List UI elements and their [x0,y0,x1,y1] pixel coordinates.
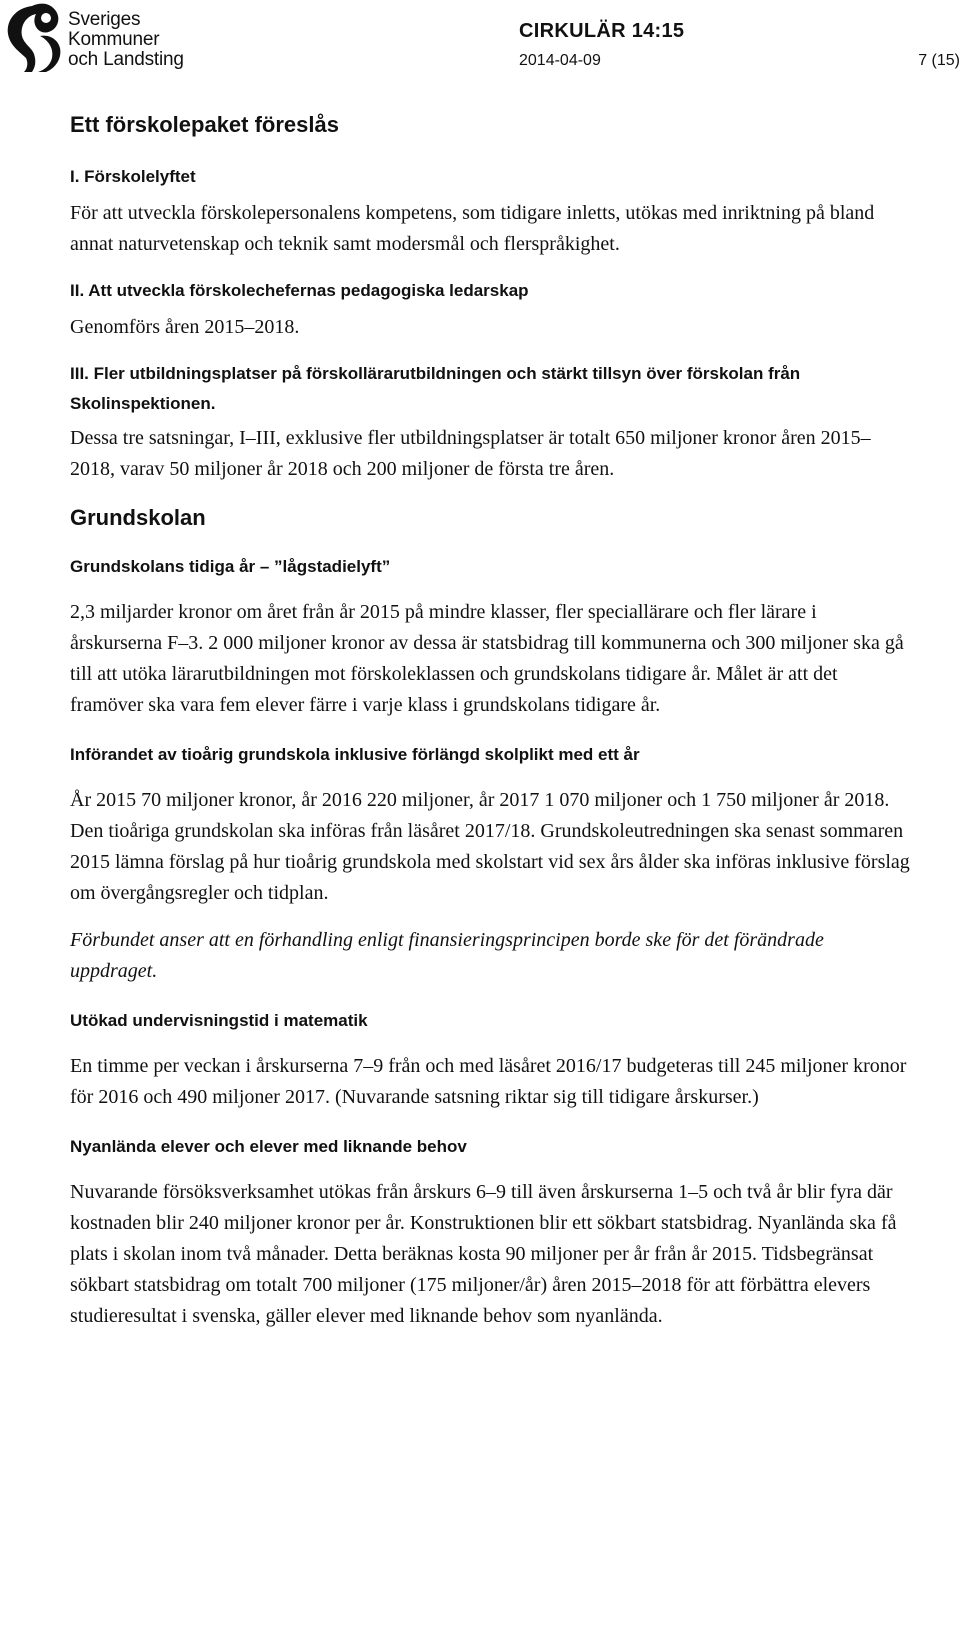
document-body [70,112,910,1348]
heading-matematik: Utökad undervisningstid i matematik [70,1011,368,1030]
org-name-line-3: och Landsting [68,49,184,70]
document-title: CIRKULÄR 14:15 [519,20,685,42]
paragraph-lagstadielyft: 2,3 miljarder kronor om året från år 2015 på mindre klasser, fler speciallärare och fler lärare i årskurserna F–3. 2 000 miljoner kronor av dessa är statsbidrag till kommunerna och 300 miljoner ska gå till att utöka lärarutbildningen mot förskoleklassen och grundskolans tidigare år. Målet är att det framöver ska vara fem elever färre i varje klass i grundskolans tidigare år. [70,601,904,716]
heading-tioarig-grundskola: Införandet av tioårig grundskola inklusive förlängd skolplikt med ett år [70,745,640,764]
paragraph-forskolelyftet: För att utveckla förskolepersonalens kompetens, som tidigare inletts, utökas med inriktning på bland annat naturvetenskap och teknik samt modersmål och flerspråkighet. [70,202,875,255]
paragraph-forbundet-anser: Förbundet anser att en förhandling enligt finansieringsprincipen borde ske för det förändrade uppdraget. [70,929,824,982]
org-name-line-2: Kommuner [68,29,160,50]
heading-forskolelyftet: I. Förskolelyftet [70,167,196,186]
heading-lagstadielyft: Grundskolans tidiga år – ”lågstadielyft” [70,557,391,576]
paragraph-satsningar: Dessa tre satsningar, I–III, exklusive fler utbildningsplatser är totalt 650 miljoner kronor åren 2015–2018, varav 50 miljoner år 2018 och 200 miljoner de första tre åren. [70,427,871,480]
page-number: 7 (15) [918,52,960,69]
heading-ledarskap: II. Att utveckla förskolechefernas pedagogiska ledarskap [70,281,529,300]
org-name-line-1: Sveriges [68,9,141,30]
skl-emblem-icon [2,2,64,74]
heading-grundskolan: Grundskolan [70,505,206,530]
heading-utbildningsplatser: III. Fler utbildningsplatser på förskollärarutbildningen och stärkt tillsyn över förskolan från Skolinspektionen. [70,364,801,413]
section-title: Ett förskolepaket föreslås [70,112,339,137]
paragraph-matematik: En timme per veckan i årskurserna 7–9 från och med läsåret 2016/17 budgeteras till 245 miljoner kronor för 2016 och 490 miljoner 2017. (Nuvarande satsning riktar sig till tidigare årskurser.) [70,1055,907,1108]
paragraph-nyanlanda: Nuvarande försöksverksamhet utökas från årskurs 6–9 till även årskurserna 1–5 och två år blir fyra där kostnaden blir 240 miljoner kronor per år. Konstruktionen blir ett sökbart statsbidrag. Nyanlända ska få plats i skolan inom två månader. Detta beräknas kosta 90 miljoner per år från år 2015. Tidsbegränsat sökbart statsbidrag om totalt 700 miljoner (175 miljoner/år) åren 2015–2018 för att förbättra elevers studieresultat i svenska, gäller elever med liknande behov som nyanlända. [70,1181,897,1327]
paragraph-tioarig-grundskola: År 2015 70 miljoner kronor, år 2016 220 miljoner, år 2017 1 070 miljoner och 1 750 miljoner år 2018. Den tioåriga grundskolan ska införas från läsåret 2017/18. Grundskoleutredningen ska senast sommaren 2015 lämna förslag på hur tioårig grundskola med skolstart vid sex års ålder ska införas inklusive förslag om övergångsregler och tidplan. [70,789,910,904]
document-date: 2014-04-09 [519,52,601,69]
paragraph-ledarskap: Genomförs åren 2015–2018. [70,316,300,338]
heading-nyanlanda: Nyanlända elever och elever med liknande behov [70,1137,467,1156]
